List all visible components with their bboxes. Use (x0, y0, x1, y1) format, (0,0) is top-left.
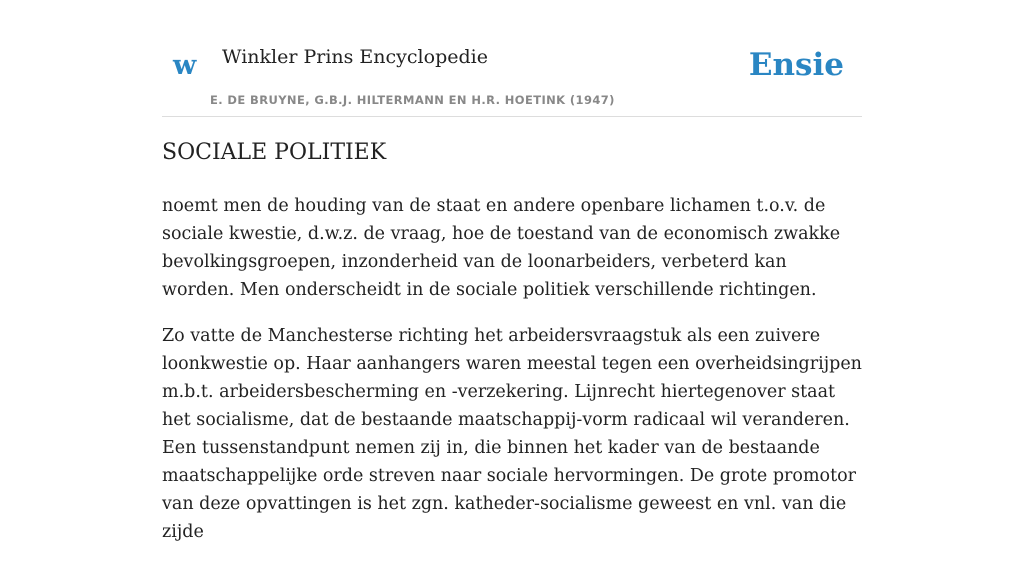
ensie-logo[interactable]: Ensie (748, 47, 844, 83)
article-body (162, 192, 862, 564)
article-paragraph: noemt men de houding van de staat en andere openbare lichamen t.o.v. de sociale kwestie, d.w.z. de vraag, hoe de toestand van de economisch zwakke bevolkingsgroepen, inzonderheid van de loonarbeiders, verbeterd kan worden. Men onderscheidt in de sociale politiek verschillende richtingen. (162, 196, 841, 300)
winkler-prins-logo-icon[interactable]: w (173, 50, 197, 81)
article-paragraph: Zo vatte de Manchesterse richting het arbeidersvraagstuk als een zuivere loonkwestie op. Haar aanhangers waren meestal tegen een overheidsingrijpen m.b.t. arbeidersbescherming en -verzekering. Lijnrecht hiertegenover staat het socialisme, dat de bestaande maatschappij-vorm radicaal wil veranderen. Een tussenstandpunt nemen zij in, die binnen het kader van de bestaande maatschappelijke orde streven naar sociale hervormingen. De grote promotor van deze opvattingen is het zgn. katheder-socialisme geweest en vnl. van die zijde (162, 326, 862, 542)
source-title[interactable]: Winkler Prins Encyclopedie (222, 46, 488, 68)
article-title: SOCIALE POLITIEK (162, 140, 387, 165)
source-authors: E. DE BRUYNE, G.B.J. HILTERMANN EN H.R. HOETINK (1947) (210, 93, 615, 107)
source-header (162, 0, 862, 117)
